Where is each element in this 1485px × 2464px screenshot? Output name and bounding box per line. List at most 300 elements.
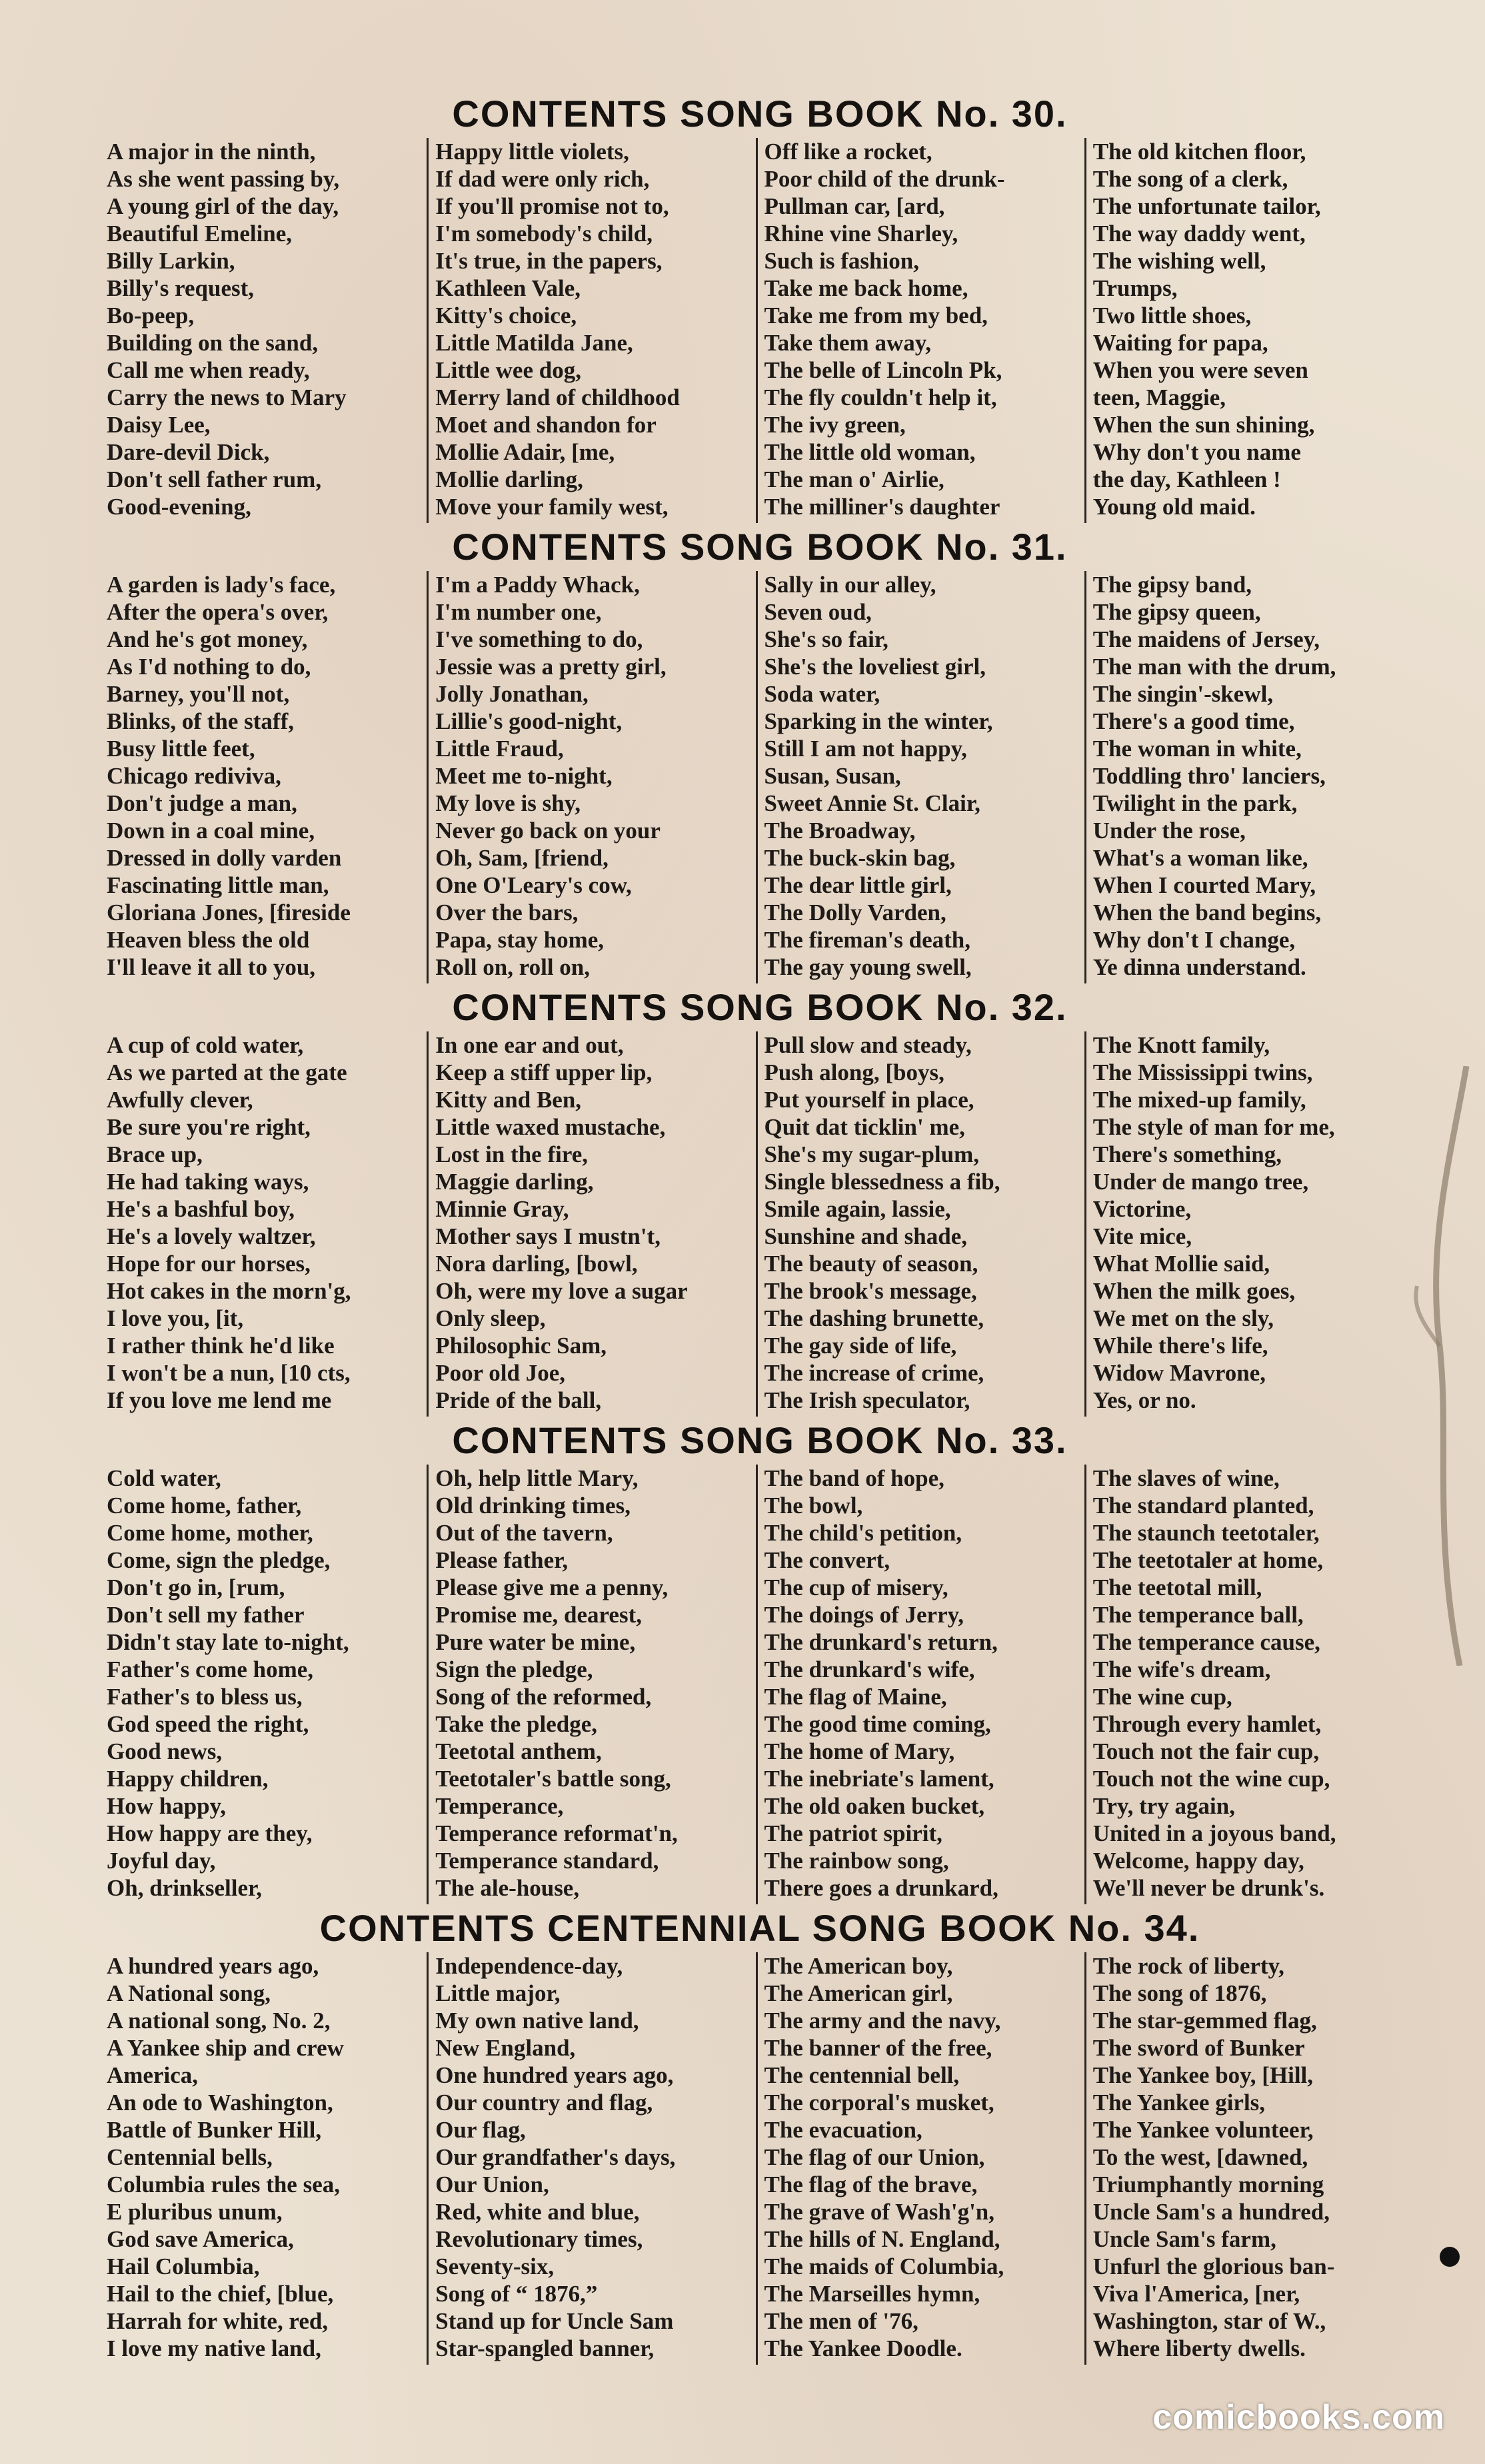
song-title: Awfully clever, [107,1087,253,1113]
song-title: The doings of Jerry, [764,1602,964,1628]
song-title: Unfurl the glorious ban- [1092,2253,1335,2279]
song-title: The flag of our Union, [764,2144,985,2170]
song-title: Pure water be mine, [435,1629,636,1655]
song-title: After the opera's over, [107,599,329,625]
song-title: Our grandfather's days, [435,2144,676,2170]
song-title: Fascinating little man, [107,872,329,898]
song-title: Seven oud, [764,599,872,625]
song-title: Lillie's good-night, [435,708,623,734]
song-title: My own native land, [435,2008,639,2034]
song-title: The staunch teetotaler, [1092,1520,1320,1546]
song-title: teen, Maggie, [1092,384,1226,410]
song-title: Young old maid. [1092,494,1256,520]
song-title: The belle of Lincoln Pk, [764,357,1002,383]
song-title: A major in the ninth, [107,139,316,165]
song-title: Uncle Sam's a hundred, [1092,2199,1330,2225]
song-column [1084,1465,1413,1904]
song-title: The wife's dream, [1092,1656,1271,1682]
song-title: The buck-skin bag, [764,845,956,871]
song-title: I rather think he'd like [107,1333,335,1359]
song-title: The temperance cause, [1092,1629,1320,1655]
song-title: Pride of the ball, [435,1387,602,1413]
song-title: A Yankee ship and crew [107,2035,344,2061]
song-title: Building on the sand, [107,330,319,356]
song-title: The gipsy band, [1092,572,1252,598]
song-title: Come home, mother, [107,1520,313,1546]
song-title: Sweet Annie St. Clair, [764,790,980,816]
song-title: Take me back home, [764,275,968,301]
song-title: Take the pledge, [435,1711,598,1737]
song-title: Don't sell my father [107,1602,305,1628]
song-title: The inebriate's lament, [764,1766,994,1792]
song-column [107,1031,427,1417]
song-title: Columbia rules the sea, [107,2171,340,2197]
song-title: Little wee dog, [435,357,581,383]
song-column [756,1031,1084,1417]
song-title: Sally in our alley, [764,572,936,598]
song-title: Harrah for white, red, [107,2308,329,2334]
song-title: He had taking ways, [107,1169,309,1195]
song-column [107,138,427,523]
song-title: Mollie darling, [435,466,583,492]
song-title: A garden is lady's face, [107,572,336,598]
song-title: A hundred years ago, [107,1953,319,1979]
song-title: Why don't you name [1092,439,1301,465]
song-title: The flag of the brave, [764,2171,978,2197]
song-title: Barney, you'll not, [107,681,290,707]
song-title: The Yankee volunteer, [1092,2117,1314,2143]
song-title: The home of Mary, [764,1738,955,1764]
song-title: Poor child of the drunk- [764,166,1005,192]
song-title: A national song, No. 2, [107,2008,331,2034]
song-title: Through every hamlet, [1092,1711,1322,1737]
song-title: Promise me, dearest, [435,1602,642,1628]
song-title: Little Fraud, [435,736,564,762]
song-title: A young girl of the day, [107,193,339,219]
song-title: Papa, stay home, [435,927,605,953]
song-title: Red, white and blue, [435,2199,640,2225]
song-title: In one ear and out, [435,1032,624,1058]
song-title: Welcome, happy day, [1092,1848,1304,1874]
song-title: Victorine, [1092,1196,1192,1222]
song-title: Bo-peep, [107,303,195,328]
song-title: Yes, or no. [1092,1387,1196,1413]
song-title: Teetotaler's battle song, [435,1766,671,1792]
song-title: I've something to do, [435,626,643,652]
song-title: The unfortunate tailor, [1092,193,1321,219]
song-title: The song of 1876, [1092,1980,1267,2006]
song-title: Hail Columbia, [107,2253,260,2279]
song-title: The song of a clerk, [1092,166,1288,192]
song-title: Centennial bells, [107,2144,273,2170]
song-title: Vite mice, [1092,1223,1192,1249]
song-title: Gloriana Jones, [fireside [107,900,351,925]
song-title: She's so fair, [764,626,888,652]
song-columns [107,1031,1413,1417]
song-title: Our flag, [435,2117,526,2143]
song-title: The men of '76, [764,2308,918,2334]
song-title: Toddling thro' lanciers, [1092,763,1326,789]
song-title: Temperance, [435,1793,564,1819]
song-title: The man with the drum, [1092,654,1336,680]
song-title: Never go back on your [435,818,661,844]
song-title: Hot cakes in the morn'g, [107,1278,351,1304]
song-title: Push along, [boys, [764,1059,944,1085]
song-title: The bowl, [764,1493,863,1519]
song-title: Only sleep, [435,1305,546,1331]
song-title: It's true, in the papers, [435,248,663,274]
song-column [756,1465,1084,1904]
song-title: Oh, Sam, [friend, [435,845,609,871]
song-title: The Broadway, [764,818,916,844]
song-title: The hills of N. England, [764,2226,1000,2252]
song-title: The dashing brunette, [764,1305,984,1331]
section-title: CONTENTS SONG BOOK No. 31. [452,526,1068,568]
song-title: Philosophic Sam, [435,1333,607,1359]
song-title: Come, sign the pledge, [107,1547,331,1573]
song-columns [107,1952,1413,2365]
song-title: The gay young swell, [764,954,972,980]
song-title: The dear little girl, [764,872,952,898]
song-title: The maids of Columbia, [764,2253,1004,2279]
song-title: If dad were only rich, [435,166,650,192]
song-title: Widow Mavrone, [1092,1360,1266,1386]
song-title: The star-gemmed flag, [1092,2008,1317,2034]
song-title: The child's petition, [764,1520,962,1546]
song-title: Maggie darling, [435,1169,594,1195]
song-title: Billy's request, [107,275,255,301]
song-title: Didn't stay late to-night, [107,1629,349,1655]
song-columns [107,138,1413,523]
song-column [1084,1952,1413,2365]
song-title: Quit dat ticklin' me, [764,1114,965,1140]
song-title: Temperance reformat'n, [435,1820,678,1846]
song-column [1084,571,1413,983]
song-title: Lost in the fire, [435,1141,589,1167]
song-title: Triumphantly morning [1092,2171,1324,2197]
song-title: The American boy, [764,1953,953,1979]
song-title: Jessie was a pretty girl, [435,654,667,680]
song-title: Minnie Gray, [435,1196,569,1222]
song-title: Busy little feet, [107,736,255,762]
song-title: Oh, were my love a sugar [435,1278,688,1304]
song-title: The mixed-up family, [1092,1087,1306,1113]
song-title: The maidens of Jersey, [1092,626,1320,652]
contents-section [107,983,1413,1417]
song-column [107,1465,427,1904]
song-title: He's a lovely waltzer, [107,1223,316,1249]
song-title: What Mollie said, [1092,1251,1270,1277]
song-title: Joyful day, [107,1848,216,1874]
song-title: Kathleen Vale, [435,275,581,301]
song-title: The drunkard's wife, [764,1656,975,1682]
song-column [1084,138,1413,523]
song-title: Washington, star of W., [1092,2308,1326,2334]
song-title: Our country and flag, [435,2090,653,2116]
song-title: The Mississippi twins, [1092,1059,1313,1085]
song-title: I'm number one, [435,599,602,625]
song-title: How happy, [107,1793,226,1819]
song-title: Song of “ 1876,” [435,2281,598,2307]
song-title: The banner of the free, [764,2035,992,2061]
song-title: When you were seven [1092,357,1308,383]
song-title: How happy are they, [107,1820,313,1846]
song-title: the day, Kathleen ! [1092,466,1281,492]
song-title: Mollie Adair, [me, [435,439,615,465]
binding-hole [1440,2247,1460,2267]
song-title: Battle of Bunker Hill, [107,2117,322,2143]
song-title: The cup of misery, [764,1574,948,1600]
song-title: Little major, [435,1980,561,2006]
song-title: The corporal's musket, [764,2090,994,2116]
song-title: Revolutionary times, [435,2226,643,2252]
song-title: Temperance standard, [435,1848,659,1874]
song-title: Viva l'America, [ner, [1092,2281,1300,2307]
song-title: Song of the reformed, [435,1684,652,1710]
song-title: Keep a stiff upper lip, [435,1059,653,1085]
song-title: Hope for our horses, [107,1251,311,1277]
song-title: Poor old Joe, [435,1360,566,1386]
song-title: I won't be a nun, [10 cts, [107,1360,351,1386]
song-title: The gipsy queen, [1092,599,1261,625]
song-title: The milliner's daughter [764,494,1000,520]
song-title: The ale-house, [435,1875,580,1901]
song-title: Rhine vine Sharley, [764,221,958,247]
song-title: The convert, [764,1547,890,1573]
song-title: Kitty's choice, [435,303,577,328]
song-title: Uncle Sam's farm, [1092,2226,1276,2252]
song-title: Seventy-six, [435,2253,555,2279]
song-column [756,1952,1084,2365]
song-title: The standard planted, [1092,1493,1314,1519]
song-title: The brook's message, [764,1278,977,1304]
song-column [1084,1031,1413,1417]
song-title: The slaves of wine, [1092,1465,1280,1491]
binding-string [1413,1066,1480,1666]
contents-listing [107,90,1413,2365]
song-title: The drunkard's return, [764,1629,998,1655]
song-title: The Yankee Doodle. [764,2335,962,2361]
song-title: Dressed in dolly varden [107,845,342,871]
song-title: Oh, drinkseller, [107,1875,263,1901]
song-title: The old oaken bucket, [764,1793,985,1819]
song-title: Ye dinna understand. [1092,954,1306,980]
song-title: Dare-devil Dick, [107,439,270,465]
song-column [756,138,1084,523]
song-title: Please father, [435,1547,569,1573]
song-title: Roll on, roll on, [435,954,591,980]
song-title: She's the loveliest girl, [764,654,986,680]
song-title: Single blessedness a fib, [764,1169,1000,1195]
song-title: The singin'-skewl, [1092,681,1274,707]
song-title: Jolly Jonathan, [435,681,589,707]
song-title: The wine cup, [1092,1684,1232,1710]
song-title: Blinks, of the staff, [107,708,294,734]
song-title: Put yourself in place, [764,1087,974,1113]
song-title: The rock of liberty, [1092,1953,1284,1979]
song-title: Over the bars, [435,900,579,925]
song-title: An ode to Washington, [107,2090,333,2116]
song-title: The teetotaler at home, [1092,1547,1324,1573]
song-title: One hundred years ago, [435,2062,674,2088]
song-title: The centennial bell, [764,2062,960,2088]
song-title: When I courted Mary, [1092,872,1316,898]
song-title: The American girl, [764,1980,953,2006]
song-title: I'm a Paddy Whack, [435,572,640,598]
song-title: The style of man for me, [1092,1114,1335,1140]
song-title: Twilight in the park, [1092,790,1298,816]
song-title: Touch not the wine cup, [1092,1766,1330,1792]
song-title: The evacuation, [764,2117,922,2143]
song-title: Chicago rediviva, [107,763,281,789]
song-title: The man o' Airlie, [764,466,944,492]
song-title: Down in a coal mine, [107,818,315,844]
song-title: United in a joyous band, [1092,1820,1336,1846]
song-title: The flag of Maine, [764,1684,947,1710]
song-title: I love you, [it, [107,1305,244,1331]
song-title: America, [107,2062,199,2088]
song-title: Star-spangled banner, [435,2335,655,2361]
song-title: My love is shy, [435,790,581,816]
song-title: Carry the news to Mary [107,384,347,410]
song-title: E pluribus unum, [107,2199,283,2225]
song-title: Move your family west, [435,494,669,520]
song-column [427,1465,755,1904]
song-title: Two little shoes, [1092,303,1252,328]
song-title: Come home, father, [107,1493,302,1519]
song-title: Pullman car, [ard, [764,193,945,219]
song-title: Heaven bless the old [107,927,310,953]
song-title: Waiting for papa, [1092,330,1268,356]
song-title: Hail to the chief, [blue, [107,2281,334,2307]
song-title: Soda water, [764,681,880,707]
song-title: Pull slow and steady, [764,1032,972,1058]
song-title: The Irish speculator, [764,1387,970,1413]
song-title: When the milk goes, [1092,1278,1296,1304]
song-title: Trumps, [1092,275,1178,301]
song-title: Cold water, [107,1465,221,1491]
song-column [427,571,755,983]
song-title: Little waxed mustache, [435,1114,666,1140]
song-title: Sign the pledge, [435,1656,593,1682]
song-title: Old drinking times, [435,1493,631,1519]
song-title: Happy little violets, [435,139,629,165]
song-title: Beautiful Emeline, [107,221,293,247]
song-title: The good time coming, [764,1711,991,1737]
song-title: Out of the tavern, [435,1520,613,1546]
song-title: The Yankee girls, [1092,2090,1266,2116]
contents-section [107,1904,1413,2365]
song-title: The teetotal mill, [1092,1574,1262,1600]
song-title: The patriot spirit, [764,1820,942,1846]
song-title: We'll never be drunk's. [1092,1875,1325,1901]
song-title: I love my native land, [107,2335,321,2361]
song-title: The beauty of season, [764,1251,978,1277]
contents-section [107,523,1413,983]
song-title: The fireman's death, [764,927,970,953]
song-title: Stand up for Uncle Sam [435,2308,674,2334]
song-title: The rainbow song, [764,1848,949,1874]
song-title: Sunshine and shade, [764,1223,967,1249]
song-column [427,1952,755,2365]
section-title: CONTENTS SONG BOOK No. 33. [452,1419,1068,1461]
song-title: A cup of cold water, [107,1032,304,1058]
song-title: Such is fashion, [764,248,919,274]
song-title: Call me when ready, [107,357,310,383]
song-title: The woman in white, [1092,736,1302,762]
song-column [427,1031,755,1417]
song-title: One O'Leary's cow, [435,872,632,898]
song-title: Billy Larkin, [107,248,235,274]
song-columns [107,571,1413,983]
song-title: He's a bashful boy, [107,1196,295,1222]
song-title: Nora darling, [bowl, [435,1251,638,1277]
song-title: Our Union, [435,2171,549,2197]
song-title: What's a woman like, [1092,845,1308,871]
song-title: The way daddy went, [1092,221,1306,247]
song-title: I'll leave it all to you, [107,954,316,980]
song-title: Independence-day, [435,1953,623,1979]
song-title: Oh, help little Mary, [435,1465,639,1491]
song-title: Under the rose, [1092,818,1246,844]
song-title: To the west, [dawned, [1092,2144,1308,2170]
song-title: Please give me a penny, [435,1574,669,1600]
song-title: Still I am not happy, [764,736,967,762]
song-title: There goes a drunkard, [764,1875,998,1901]
song-title: A National song, [107,1980,271,2006]
song-title: Take them away, [764,330,932,356]
song-column [427,138,755,523]
song-title: Good news, [107,1738,223,1764]
song-title: Don't judge a man, [107,790,297,816]
song-title: Under de mango tree, [1092,1169,1309,1195]
song-title: The Marseilles hymn, [764,2281,980,2307]
song-title: There's a good time, [1092,708,1295,734]
song-title: While there's life, [1092,1333,1268,1359]
section-title: CONTENTS SONG BOOK No. 30. [452,93,1068,135]
song-title: Merry land of childhood [435,384,680,410]
song-title: Smile again, lassie, [764,1196,951,1222]
song-title: Sparking in the winter, [764,708,993,734]
song-columns [107,1465,1413,1904]
song-title: The army and the navy, [764,2008,1001,2034]
song-title: I'm somebody's child, [435,221,653,247]
song-title: The temperance ball, [1092,1602,1304,1628]
song-title: Meet me to-night, [435,763,613,789]
song-title: There's something, [1092,1141,1282,1167]
song-title: New England, [435,2035,576,2061]
song-title: As I'd nothing to do, [107,654,311,680]
song-title: Off like a rocket, [764,139,932,165]
song-title: Kitty and Ben, [435,1087,582,1113]
song-title: God speed the right, [107,1711,309,1737]
song-title: Teetotal anthem, [435,1738,602,1764]
song-title: Susan, Susan, [764,763,901,789]
song-title: If you'll promise not to, [435,193,669,219]
song-title: The old kitchen floor, [1092,139,1306,165]
song-title: As she went passing by, [107,166,340,192]
song-title: Little Matilda Jane, [435,330,633,356]
song-title: The grave of Wash'g'n, [764,2199,995,2225]
song-title: As we parted at the gate [107,1059,347,1085]
song-title: Good-evening, [107,494,251,520]
song-title: Don't go in, [rum, [107,1574,285,1600]
watermark: comicbooks.com [1152,2398,1445,2437]
song-title: The little old woman, [764,439,976,465]
song-title: The Dolly Varden, [764,900,946,925]
song-title: Where liberty dwells. [1092,2335,1306,2361]
song-title: Father's come home, [107,1656,314,1682]
